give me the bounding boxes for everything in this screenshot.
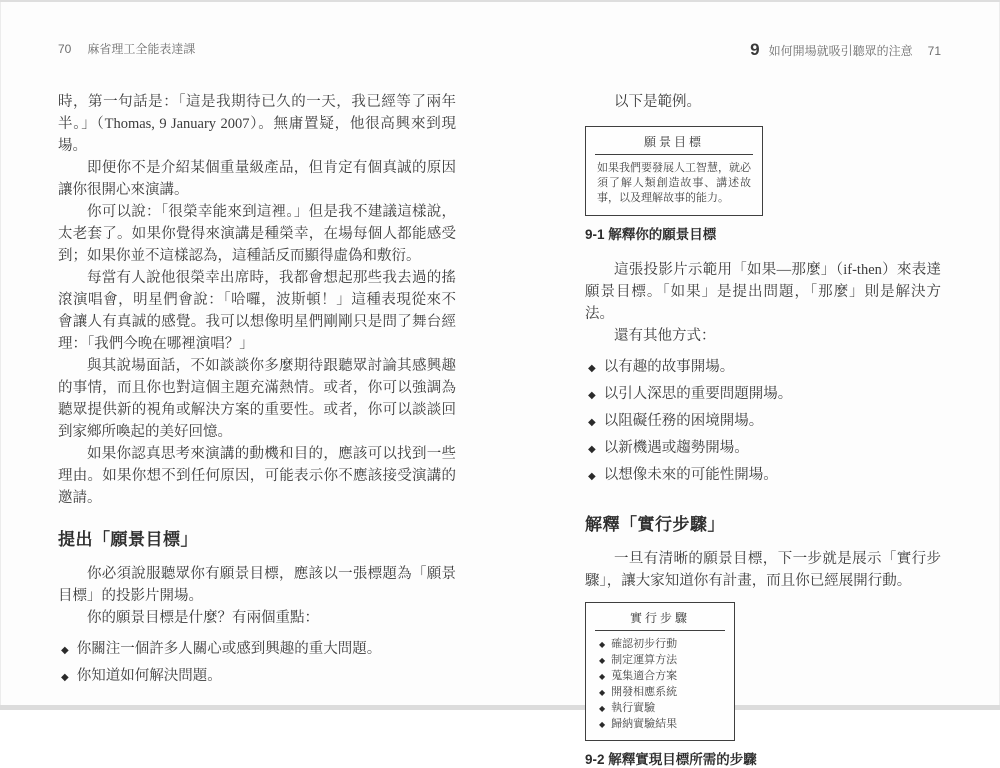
paragraph: 以下是範例。 <box>614 94 701 110</box>
paragraph: 這張投影片示範用「如果—那麼」（if-then）來表達願景目標。「如果」是提出問題，「那麼」則是解決方法。 <box>585 262 941 322</box>
paragraph: 每當有人說他很榮幸出席時，我都會想起那些我去過的搖滾演唱會，明星們會說：「哈囉，波斯頓！」這種表現從來不會讓人有真誠的感覺。我可以想像明星們剛剛只是問了舞台經理：「我們今晚在哪裡演唱？」 <box>58 270 456 352</box>
bullet-text: 你知道如何解決問題。 <box>76 668 222 684</box>
diamond-bullet-icon: ◆ <box>599 704 606 713</box>
paragraph: 與其說場面話，不如談談你多麼期待跟聽眾討論其感興趣的事情，而且你也對這個主題充滿熱情。或者，你可以強調為聽眾提供新的視角或解決方案的重要性。或者，你可以談談回到家鄉所喚起的美好回憶。 <box>58 358 456 440</box>
slide-step-item <box>599 717 726 732</box>
page-left <box>58 40 456 692</box>
diamond-bullet-icon: ◆ <box>588 417 596 428</box>
slide-step-item <box>599 637 726 652</box>
slide-box-body: 如果我們要發展人工智慧，就必須了解人類創造故事、講述故事，以及理解故事的能力。 <box>597 162 751 204</box>
slide-step-text: 執行實驗 <box>611 702 656 714</box>
diamond-bullet-icon: ◆ <box>599 720 606 729</box>
bullet-text: 以有趣的故事開場。 <box>603 359 735 375</box>
figure-caption-9-1: 9-1 解釋你的願景目標 <box>585 227 717 242</box>
slide-step-item <box>599 701 726 716</box>
diamond-bullet-icon: ◆ <box>599 688 606 697</box>
bullet-item <box>588 356 941 380</box>
slide-step-item <box>599 685 726 700</box>
paragraph: 如果你認真思考來演講的動機和目的，應該可以找到一些理由。如果你想不到任何原因，可能表示你不應該接受演講的邀請。 <box>58 446 456 506</box>
diamond-bullet-icon: ◆ <box>588 471 596 482</box>
slide-step-text: 確認初步行動 <box>611 638 678 650</box>
slide-step-text: 歸納實驗結果 <box>611 718 678 730</box>
bullet-item <box>61 665 456 689</box>
paragraph: 時，第一句話是：「這是我期待已久的一天，我已經等了兩年半。」（Thomas, 9 January 2007）。無庸置疑，他很高興來到現場。 <box>58 94 456 154</box>
slide-step-item <box>599 653 726 668</box>
slide-step-text: 制定運算方法 <box>611 654 678 666</box>
slide-step-text: 開發相應系統 <box>611 686 678 698</box>
page-right <box>585 40 941 768</box>
bullet-item <box>61 638 456 662</box>
diamond-bullet-icon: ◆ <box>599 672 606 681</box>
paragraph: 你必須說服聽眾你有願景目標，應該以一張標題為「願景目標」的投影片開場。 <box>58 566 456 604</box>
paragraph: 即便你不是介紹某個重量級產品，但肯定有個真誠的原因讓你很開心來演講。 <box>58 160 456 198</box>
running-head-right <box>585 40 941 58</box>
slide-box-title: 實行步驟 <box>595 603 725 631</box>
diamond-bullet-icon: ◆ <box>61 645 69 656</box>
slide-step-list <box>586 637 734 732</box>
bullet-text: 以阻礙任務的困境開場。 <box>603 413 764 429</box>
paragraph: 還有其他方式： <box>614 328 716 344</box>
chapter-title: 如何開場就吸引聽眾的注意 <box>768 44 913 58</box>
page-number-right: 71 <box>927 44 941 58</box>
bullet-list-opening-methods <box>585 356 941 488</box>
bullet-text: 以新機遇或趨勢開場。 <box>603 440 749 456</box>
section-heading-vision-goal: 提出「願景目標」 <box>58 530 198 549</box>
running-head-left <box>58 40 456 58</box>
slide-step-text: 蒐集適合方案 <box>611 670 678 682</box>
bullet-item <box>588 464 941 488</box>
slide-box-action-steps <box>585 602 735 741</box>
slide-box-title: 願景目標 <box>595 127 753 155</box>
scan-edge-top <box>0 0 1000 2</box>
bullet-item <box>588 410 941 434</box>
bullet-item <box>588 437 941 461</box>
paragraph: 你可以說：「很榮幸能來到這裡。」但是我不建議這樣說，太老套了。如果你覺得來演講是種榮幸，在場每個人都能感受到；如果你並不這樣認為，這種話反而顯得虛偽和敷衍。 <box>58 204 456 264</box>
diamond-bullet-icon: ◆ <box>588 390 596 401</box>
bullet-text: 以想像未來的可能性開場。 <box>603 467 778 483</box>
bullet-item <box>588 383 941 407</box>
slide-step-item <box>599 669 726 684</box>
chapter-number: 9 <box>750 40 760 59</box>
diamond-bullet-icon: ◆ <box>588 444 596 455</box>
diamond-bullet-icon: ◆ <box>599 640 606 649</box>
diamond-bullet-icon: ◆ <box>61 672 69 683</box>
paragraph: 一旦有清晰的願景目標，下一步就是展示「實行步驟」，讓大家知道你有計畫，而且你已經展開行動。 <box>585 551 941 589</box>
diamond-bullet-icon: ◆ <box>599 656 606 665</box>
bullet-list-vision-points <box>58 638 456 689</box>
book-title: 麻省理工全能表達課 <box>87 42 196 56</box>
slide-box-vision-goal <box>585 126 763 216</box>
section-heading-action-steps: 解釋「實行步驟」 <box>585 515 725 534</box>
paragraph: 你的願景目標是什麼？有兩個重點： <box>87 610 319 626</box>
diamond-bullet-icon: ◆ <box>588 363 596 374</box>
page-number-left: 70 <box>58 42 72 56</box>
bullet-text: 以引人深思的重要問題開場。 <box>603 386 793 402</box>
figure-caption-9-2: 9-2 解釋實現目標所需的步驟 <box>585 752 757 767</box>
bullet-text: 你關注一個許多人關心或感到興趣的重大問題。 <box>76 641 382 657</box>
